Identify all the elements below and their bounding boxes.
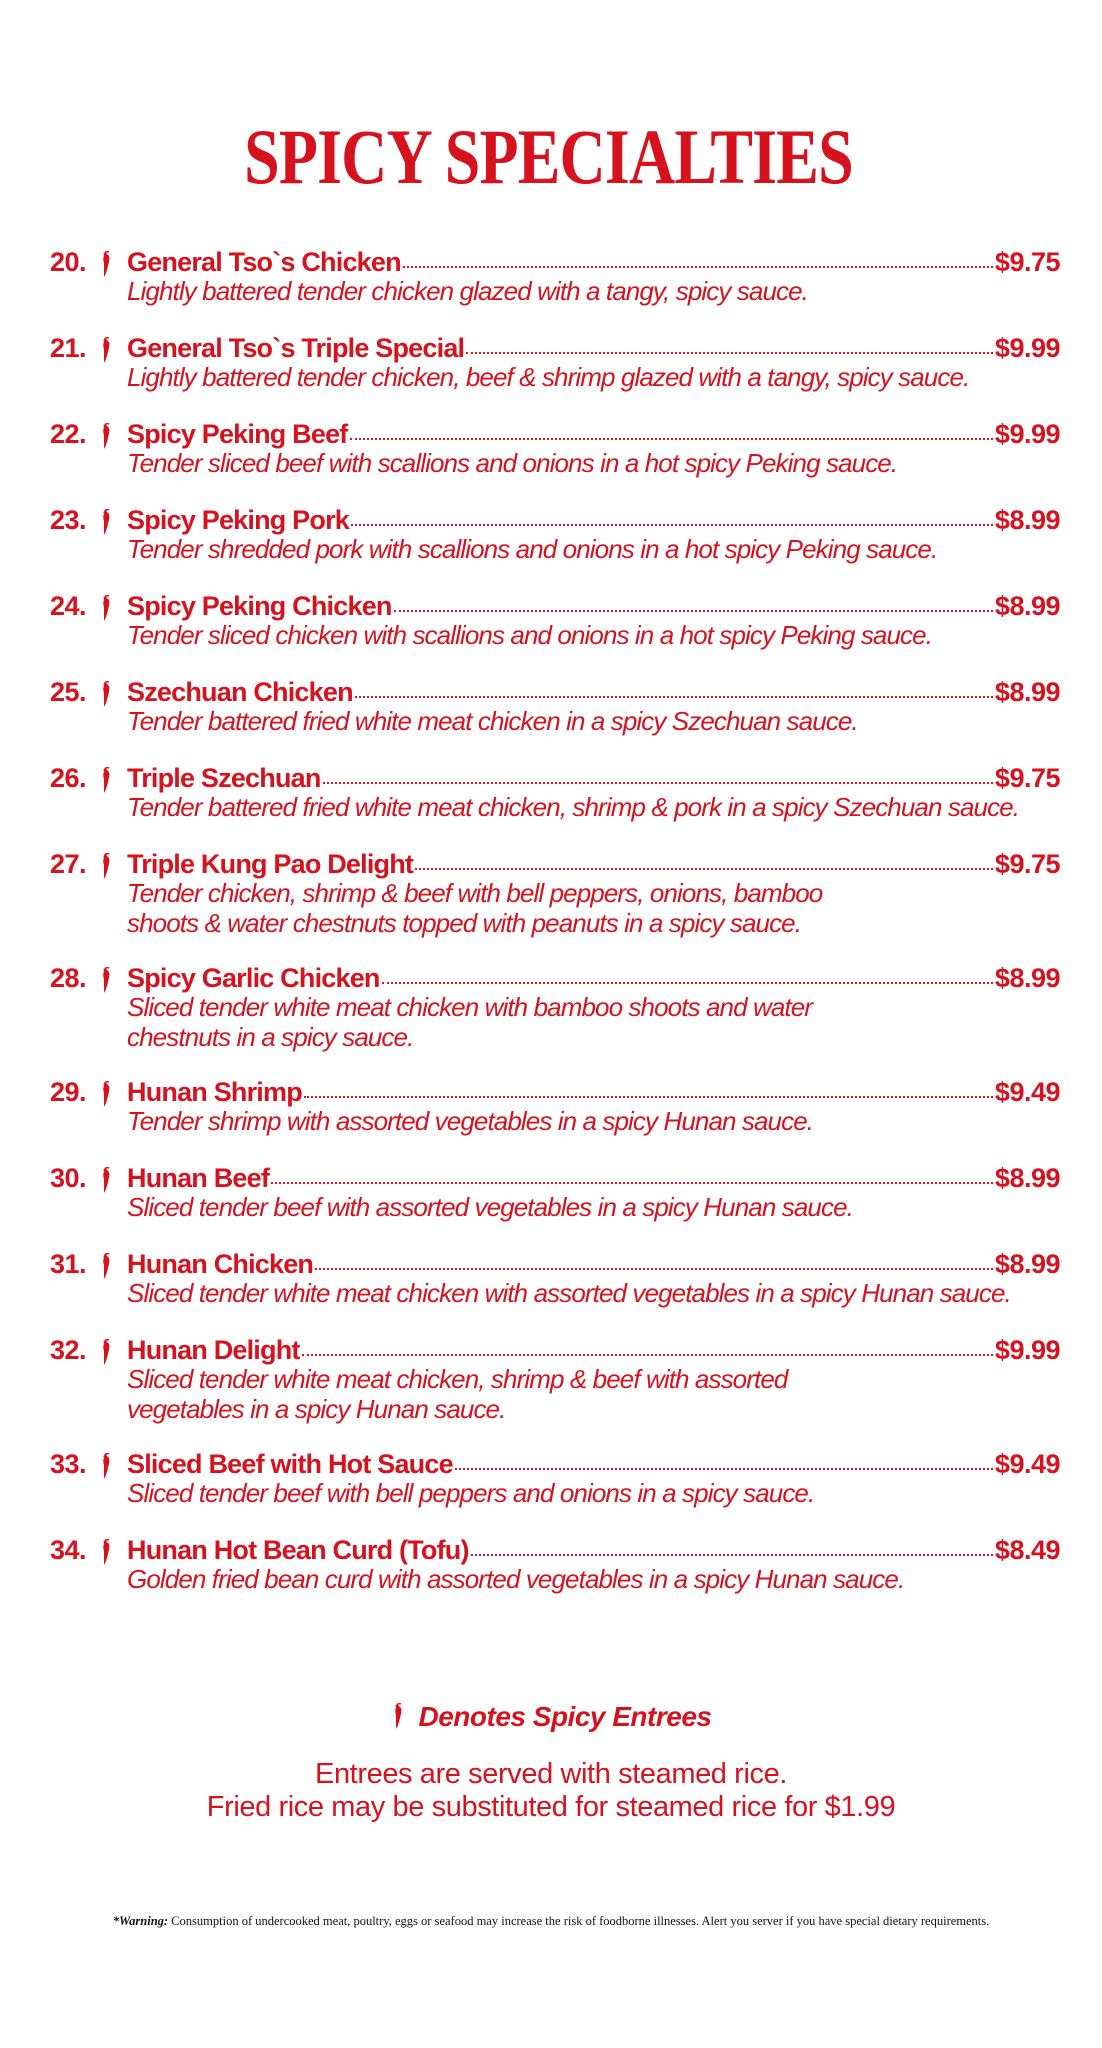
item-price: $8.99 [994, 505, 1060, 535]
item-name: Hunan Beef [127, 1163, 270, 1193]
item-price: $8.99 [994, 963, 1060, 993]
chili-pepper-icon [99, 422, 113, 450]
dot-leader [415, 867, 993, 870]
item-description-line: Lightly battered tender chicken glazed with a tangy, spicy sauce. [127, 276, 809, 306]
chili-pepper-icon [99, 594, 113, 622]
item-heading [127, 504, 1060, 536]
rice-notes [0, 1758, 1102, 1824]
item-number: 21. [50, 333, 87, 363]
dot-leader [302, 1353, 993, 1356]
item-number: 34. [50, 1535, 87, 1565]
item-heading [127, 1334, 1060, 1366]
dot-leader [323, 781, 993, 784]
item-heading [127, 1248, 1060, 1280]
spicy-legend [0, 1700, 1102, 1734]
warning-label: *Warning: [112, 1914, 169, 1928]
dot-leader [315, 1267, 993, 1270]
item-description [127, 1192, 987, 1222]
item-heading [127, 332, 1060, 364]
item-description-line: vegetables in a spicy Hunan sauce. [127, 1394, 506, 1424]
item-description-line: chestnuts in a spicy sauce. [127, 1022, 414, 1052]
food-safety-warning [0, 1913, 1102, 1929]
item-heading [127, 762, 1060, 794]
dot-leader [403, 265, 993, 268]
item-name: General Tso`s Triple Special [127, 333, 465, 363]
chili-pepper-icon [99, 508, 113, 536]
item-description [127, 276, 987, 306]
item-price: $9.99 [994, 1335, 1060, 1365]
item-name: Spicy Garlic Chicken [127, 963, 380, 993]
chili-pepper-icon [99, 1338, 113, 1366]
item-description [127, 1478, 987, 1508]
item-description [127, 620, 987, 650]
item-price: $8.99 [994, 677, 1060, 707]
item-number: 26. [50, 763, 87, 793]
rice-note-1: Entrees are served with steamed rice. [315, 1758, 787, 1790]
dot-leader [382, 981, 993, 984]
item-name: Triple Kung Pao Delight [127, 849, 414, 879]
dot-leader [394, 609, 993, 612]
item-description [127, 448, 987, 478]
item-name: Hunan Hot Bean Curd (Tofu) [127, 1535, 469, 1565]
item-description-line: Sliced tender beef with assorted vegetables in a spicy Hunan sauce. [127, 1192, 853, 1222]
item-heading [127, 590, 1060, 622]
item-price: $9.49 [994, 1077, 1060, 1107]
chili-pepper-icon [99, 1166, 113, 1194]
item-description-line: Tender battered fried white meat chicken in a spicy Szechuan sauce. [127, 706, 858, 736]
dot-leader [304, 1095, 993, 1098]
item-description-line: shoots & water chestnuts topped with peanuts in a spicy sauce. [127, 908, 802, 938]
item-price: $9.75 [994, 763, 1060, 793]
item-name: Hunan Shrimp [127, 1077, 302, 1107]
dot-leader [471, 1553, 993, 1556]
dot-leader [350, 437, 993, 440]
item-heading [127, 1448, 1060, 1480]
item-description-line: Sliced tender white meat chicken with assorted vegetables in a spicy Hunan sauce. [127, 1278, 1011, 1308]
dot-leader [271, 1181, 993, 1184]
chili-pepper-icon [99, 852, 113, 880]
item-number: 20. [50, 247, 87, 277]
item-number: 25. [50, 677, 87, 707]
chili-pepper-icon [99, 680, 113, 708]
dot-leader [455, 1467, 993, 1470]
item-number: 31. [50, 1249, 87, 1279]
chili-pepper-icon [391, 1702, 405, 1730]
item-description-line: Tender shrimp with assorted vegetables in a spicy Hunan sauce. [127, 1106, 814, 1136]
dot-leader [466, 351, 993, 354]
item-price: $9.49 [994, 1449, 1060, 1479]
dot-leader [355, 695, 993, 698]
rice-note-2: Fried rice may be substituted for steamed rice for $1.99 [206, 1791, 896, 1823]
item-description-line: Tender shredded pork with scallions and onions in a hot spicy Peking sauce. [127, 534, 938, 564]
item-number: 23. [50, 505, 87, 535]
dot-leader [351, 523, 993, 526]
item-heading [127, 676, 1060, 708]
item-description-line: Sliced tender white meat chicken, shrimp & beef with assorted [127, 1364, 788, 1394]
item-price: $8.99 [994, 1249, 1060, 1279]
warning-text: Consumption of undercooked meat, poultry, eggs or seafood may increase the risk of foodborne illnesses. Alert you server if you have special dietary requirements. [168, 1914, 990, 1928]
item-heading [127, 1534, 1060, 1566]
item-description-line: Sliced tender white meat chicken with bamboo shoots and water [127, 992, 813, 1022]
item-price: $9.99 [994, 333, 1060, 363]
item-number: 33. [50, 1449, 87, 1479]
item-number: 32. [50, 1335, 87, 1365]
item-number: 22. [50, 419, 87, 449]
item-description [127, 706, 987, 736]
item-description [127, 1364, 987, 1424]
item-description [127, 534, 987, 564]
item-description-line: Tender sliced chicken with scallions and onions in a hot spicy Peking sauce. [127, 620, 933, 650]
chili-pepper-icon [99, 1538, 113, 1566]
item-description [127, 792, 1020, 822]
chili-pepper-icon [99, 250, 113, 278]
page-title: SPICY SPECIALTIES [244, 113, 853, 200]
item-description-line: Lightly battered tender chicken, beef & shrimp glazed with a tangy, spicy sauce. [127, 362, 970, 392]
item-description [127, 1278, 1011, 1308]
item-price: $9.75 [994, 247, 1060, 277]
item-price: $8.99 [994, 1163, 1060, 1193]
item-description [127, 992, 987, 1052]
item-price: $8.99 [994, 591, 1060, 621]
item-heading [127, 1162, 1060, 1194]
item-name: Hunan Delight [127, 1335, 300, 1365]
item-name: General Tso`s Chicken [127, 247, 401, 277]
item-name: Spicy Peking Beef [127, 419, 348, 449]
chili-pepper-icon [99, 1080, 113, 1108]
item-heading [127, 1076, 1060, 1108]
item-name: Sliced Beef with Hot Sauce [127, 1449, 453, 1479]
item-description-line: Tender chicken, shrimp & beef with bell peppers, onions, bamboo [127, 878, 823, 908]
item-number: 30. [50, 1163, 87, 1193]
item-name: Triple Szechuan [127, 763, 321, 793]
item-number: 28. [50, 963, 87, 993]
chili-pepper-icon [99, 1252, 113, 1280]
item-description [127, 1106, 987, 1136]
item-name: Hunan Chicken [127, 1249, 314, 1279]
item-heading [127, 418, 1060, 450]
chili-pepper-icon [99, 336, 113, 364]
item-heading [127, 962, 1060, 994]
item-name: Spicy Peking Chicken [127, 591, 392, 621]
item-price: $9.99 [994, 419, 1060, 449]
item-heading [127, 848, 1060, 880]
item-number: 24. [50, 591, 87, 621]
chili-pepper-icon [99, 766, 113, 794]
chili-pepper-icon [99, 1452, 113, 1480]
item-description-line: Tender sliced beef with scallions and onions in a hot spicy Peking sauce. [127, 448, 898, 478]
item-description-line: Tender battered fried white meat chicken, shrimp & pork in a spicy Szechuan sauce. [127, 792, 1020, 822]
item-number: 27. [50, 849, 87, 879]
item-name: Spicy Peking Pork [127, 505, 349, 535]
item-description-line: Golden fried bean curd with assorted vegetables in a spicy Hunan sauce. [127, 1564, 905, 1594]
spicy-legend-text: Denotes Spicy Entrees [418, 1701, 712, 1732]
chili-pepper-icon [99, 966, 113, 994]
item-description [127, 878, 987, 938]
item-name: Szechuan Chicken [127, 677, 353, 707]
item-description [127, 1564, 987, 1594]
item-number: 29. [50, 1077, 87, 1107]
item-heading [127, 246, 1060, 278]
item-price: $9.75 [994, 849, 1060, 879]
item-description-line: Sliced tender beef with bell peppers and onions in a spicy sauce. [127, 1478, 815, 1508]
item-price: $8.49 [994, 1535, 1060, 1565]
item-description [127, 362, 987, 392]
